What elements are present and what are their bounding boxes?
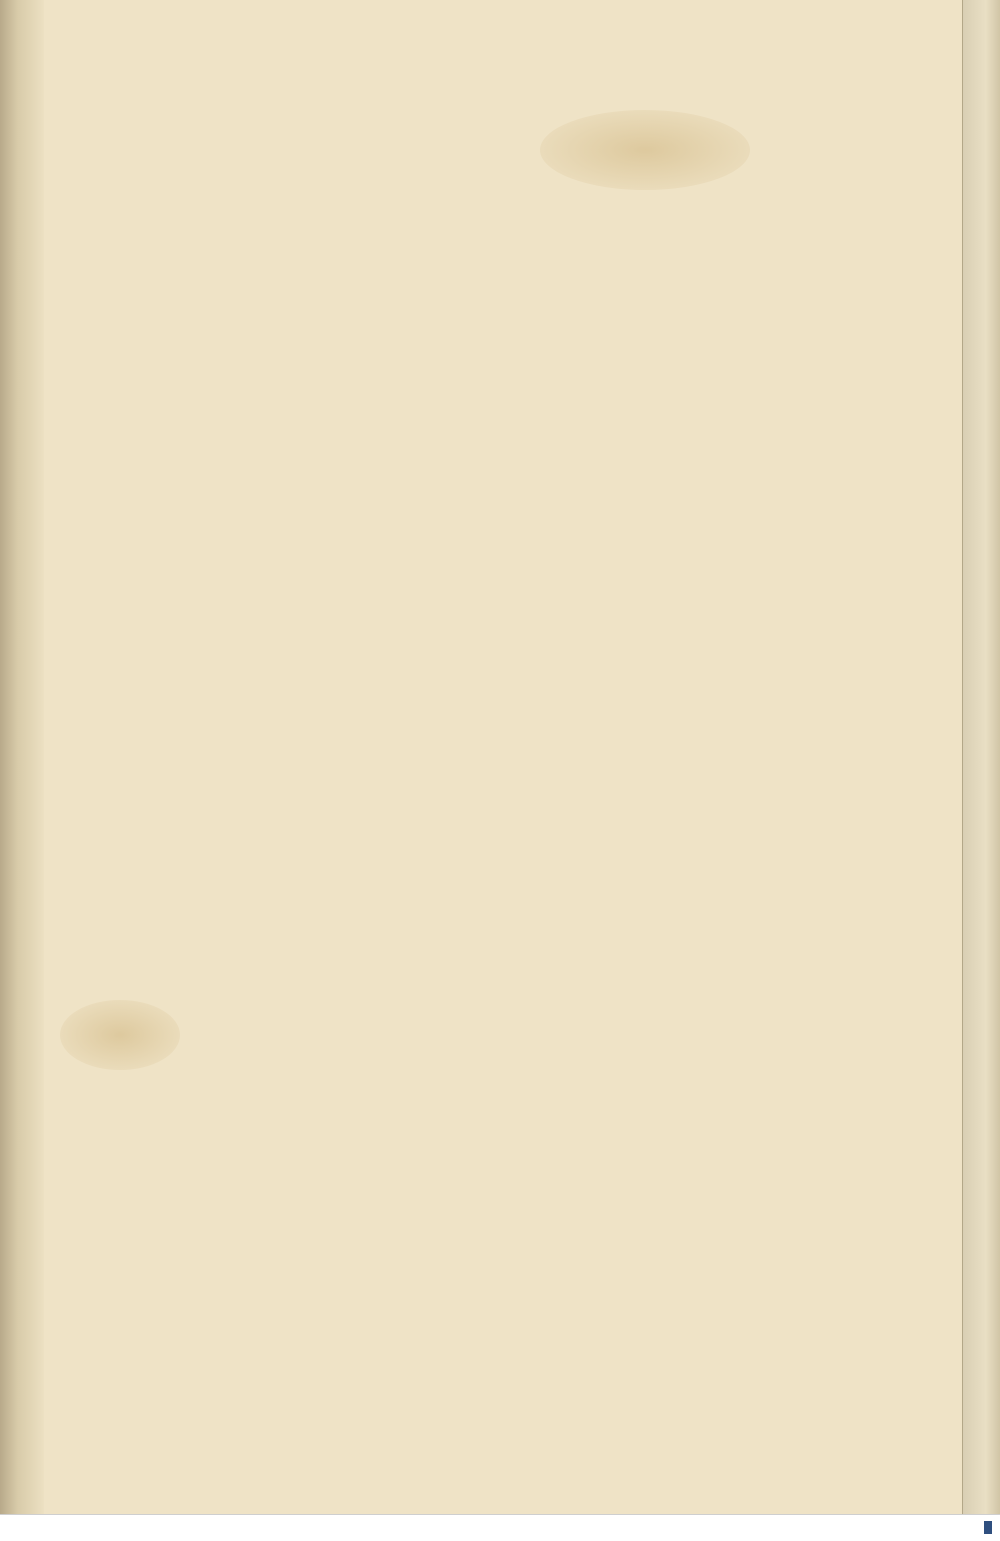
dfg-logo [984, 1520, 994, 1535]
footer-bar [0, 1514, 1000, 1541]
binding-spine [0, 0, 44, 1540]
right-gloss-column [794, 182, 929, 850]
dfg-logo-mark-icon [984, 1521, 992, 1534]
adjacent-page-edge [962, 0, 1000, 1540]
bottom-left-gloss [132, 852, 532, 1172]
main-text-column-2 [560, 210, 792, 850]
bottom-right-gloss [545, 852, 930, 1182]
left-gloss-column [120, 98, 540, 118]
right-gloss-top [545, 98, 930, 182]
main-text-column-1 [312, 212, 552, 842]
left-gloss-column-lower [132, 184, 302, 852]
